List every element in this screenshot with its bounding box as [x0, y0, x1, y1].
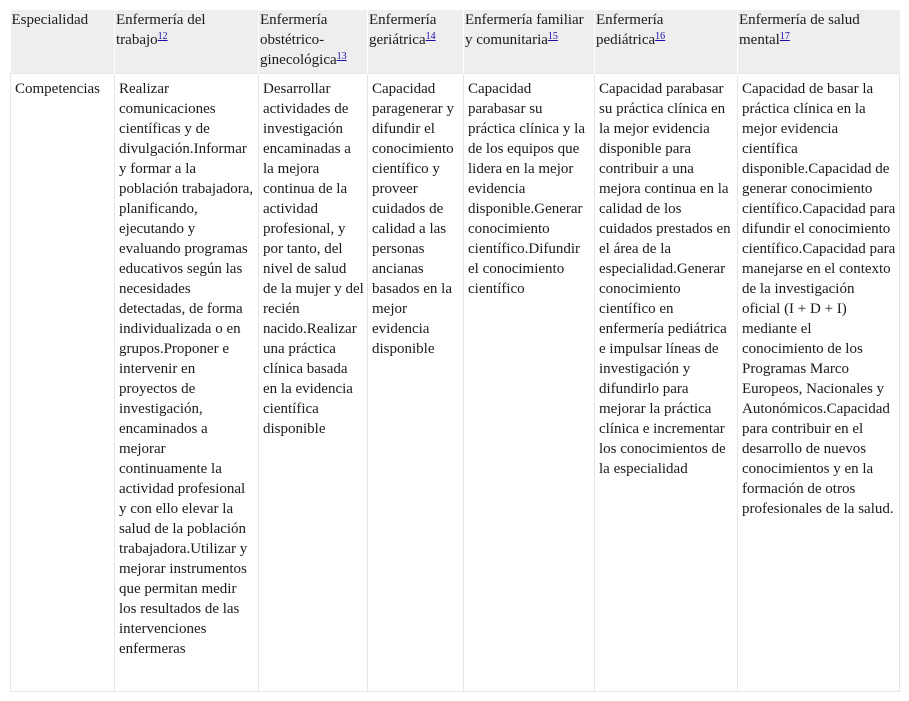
cell-enfermeria-salud-mental: Capacidad de basar la práctica clínica en la mejor evidencia científica disponible.Capacidad de generar conocimiento científico.Capacidad para difundir el conocimiento científico.Capacidad para manejarse en el contexto de la investigación oficial (I + D + I) mediante el conocimiento de los Programas Marco Europeos, Nacionales y Autonómicos.Capacidad para contribuir en el desarrollo de nuevos conocimientos y en la formación de otros profesionales de la salud.	[738, 74, 900, 692]
header-row	[11, 10, 900, 74]
header-enfermeria-geriatrica	[368, 10, 464, 74]
header-enfermeria-pediatrica	[595, 10, 738, 74]
footnote-link-12[interactable]: 12	[157, 31, 168, 42]
header-enfermeria-trabajo	[115, 10, 259, 74]
header-enfermeria-salud-mental	[738, 10, 900, 74]
cell-enfermeria-trabajo: Realizar comunicaciones científicas y de divulgación.Informar y formar a la población trabajadora, planificando, ejecutando y evaluando programas educativos según las necesidades detectadas, de forma individualizada o en grupos.Proponer e intervenir en proyectos de investigación, encaminados a mejorar continuamente la actividad profesional y con ello elevar la salud de la población trabajadora.Utilizar y mejorar instrumentos que permitan medir los resultados de las intervenciones enfermeras	[115, 74, 259, 692]
cell-enfermeria-familiar: Capacidad parabasar su práctica clínica y la de los equipos que lidera en la mejor evidencia disponible.Generar conocimiento científico.Difundir el conocimiento científico	[464, 74, 595, 692]
footnote-link-13[interactable]: 13	[336, 51, 347, 62]
table-container	[10, 10, 899, 692]
header-label: Enfermería familiar y comunitaria	[465, 12, 584, 48]
table-header	[11, 10, 900, 74]
footnote-link-17[interactable]: 17	[779, 31, 790, 42]
cell-enfermeria-obstetrico: Desarrollar actividades de investigación encaminadas a la mejora continua de la actividad profesional, y por tanto, del nivel de salud de la mujer y del recién nacido.Realizar una práctica clínica basada en la evidencia científica disponible	[259, 74, 368, 692]
header-label: Enfermería obstétrico-ginecológica	[260, 12, 337, 68]
header-enfermeria-obstetrico	[259, 10, 368, 74]
table-row	[11, 74, 900, 692]
header-especialidad-label: Especialidad	[11, 12, 89, 28]
footnote-link-16[interactable]: 16	[655, 31, 666, 42]
footnote-link-14[interactable]: 14	[425, 31, 436, 42]
table-body	[11, 74, 900, 692]
header-label: Enfermería del trabajo	[116, 12, 206, 48]
header-label: Enfermería de salud mental	[739, 12, 860, 48]
cell-enfermeria-pediatrica: Capacidad parabasar su práctica clínica en la mejor evidencia disponible para contribuir a una mejora continua en la calidad de los cuidados prestados en el área de la especialidad.Generar conocimiento científico en enfermería pediátrica e impulsar líneas de investigación y difundirlo para mejorar la práctica clínica e incrementar los conocimientos de la especialidad	[595, 74, 738, 692]
row-label-competencias: Competencias	[11, 74, 115, 692]
competencias-table	[10, 10, 900, 692]
footnote-link-15[interactable]: 15	[547, 31, 558, 42]
header-label: Enfermería geriátrica	[369, 12, 437, 48]
header-label: Enfermería pediátrica	[596, 12, 664, 48]
cell-enfermeria-geriatrica: Capacidad paragenerar y difundir el conocimiento científico y proveer cuidados de calidad a las personas ancianas basados en la mejor evidencia disponible	[368, 74, 464, 692]
header-enfermeria-familiar	[464, 10, 595, 74]
header-especialidad	[11, 10, 115, 74]
